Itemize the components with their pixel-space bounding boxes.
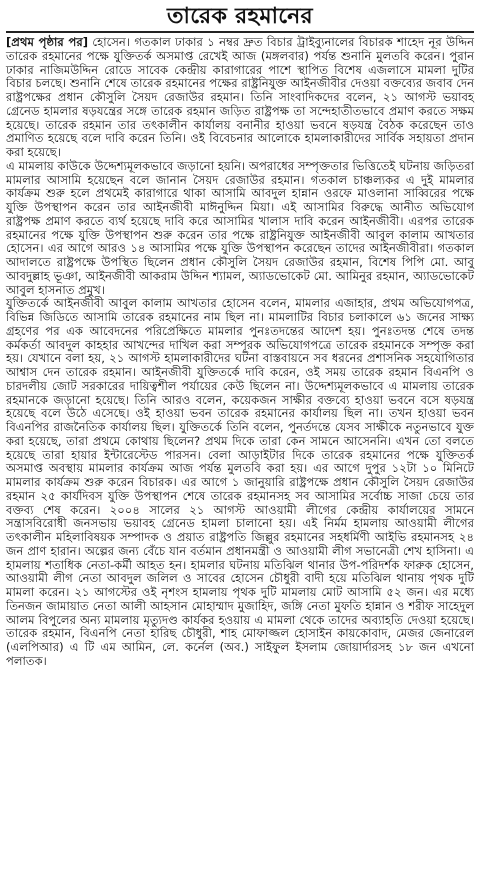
continuation-label: [প্রথম পৃষ্ঠার পর]	[6, 35, 89, 49]
headline-rule	[6, 31, 474, 33]
article-body	[6, 36, 474, 669]
article-paragraph: এ মামলায় কাউকে উদ্দেশ্যমূলকভাবে জড়ানো হয়নি। অপরাধের সম্পৃক্ততার ভিত্তিতেই ঘটনায় জড়িতরা মামলার আসামি হয়েছেন বলে জানান সৈয়দ রেজাউর রহমান। গতকাল চাঞ্চল্যকর এ দুই মামলার কার্যক্রম শুরু হলে প্রথমেই কারাগারে থাকা আসামি আবদুল হান্নান ওরফে মাওলানা সাব্বিরের পক্ষে যুক্তি উপস্থাপন করেন তার আইনজীবী মাঈনুদ্দিন মিয়া। এই আসামির বিরুদ্ধে আনীত অভিযোগ রাষ্ট্রপক্ষ প্রমাণ করতে ব্যর্থ হয়েছে দাবি করে আসামির খালাস দাবি করেন আইনজীবী। এরপর তারেক রহমানের পক্ষে যুক্তি উপস্থাপন শুরু করেন তার পক্ষে রাষ্ট্রনিযুক্ত আইনজীবী আবুল কালাম আখতার হোসেন। এর আগে আরও ১৪ আসামির পক্ষে যুক্তি উপস্থাপন করেছেন তাদের আইনজীবীরা। গতকাল আদালতে রাষ্ট্রপক্ষে উপস্থিত ছিলেন প্রধান কৌসুলি সৈয়দ রেজাউর রহমান, বিশেষ পিপি মো. আবু আবদুল্লাহ ভূঞা, আইনজীবী আকরাম উদ্দিন শ্যামল, অ্যাডভোকেট মো. আমিনুর রহমান, অ্যাডভোকেট আবুল হাসনাত প্রমুখ।	[6, 158, 474, 297]
paragraph-text: হোসেন। গতকাল ঢাকার ১ নম্বর দ্রুত বিচার ট্রাইব্যুনালের বিচারক শাহেদ নূর উদ্দিন তারেক রহমানের পক্ষে যুক্তিতর্ক অসমাপ্ত রেখেই আজ (মঙ্গলবার) পর্যন্ত শুনানি মুলতবি করেন। পুরান ঢাকার নাজিমউদ্দিন রোডে সাবেক কেন্দ্রীয় কারাগারের পাশে স্থাপিত বিশেষ এজলাসে মামলা দুটির বিচার চলছে। শুনানি শেষে তারেক রহমানের পক্ষের রাষ্ট্রনিযুক্ত আইনজীবীর দেওয়া বক্তব্যের জবাব দেন রাষ্ট্রপক্ষের প্রধান কৌসুলি সৈয়দ রেজাউর রহমান। তিনি সাংবাদিকদের বলেন, ২১ আগস্ট ভয়াবহ গ্রেনেড হামলার ষড়যন্ত্রের সঙ্গে তারেক রহমান জড়িত রাষ্ট্রপক্ষ তা সন্দেহাতীতভাবে প্রমাণ করতে সক্ষম হয়েছে। তারেক রহমান তার তৎকালীন কার্যালয় বনানীর হাওয়া ভবনে ষড়যন্ত্র বৈঠক করেছেন তাও প্রমাণিত হয়েছে বলে দাবি করেন তিনি। ওই বিবেচনার আলোকে হামলাকারীদের সার্বিক সহায়তা প্রদান করা হয়েছে।	[6, 35, 475, 159]
headline: তারেক রহমানের	[167, 4, 313, 29]
article-paragraph	[6, 36, 474, 160]
article-paragraph: যুক্তিতর্কে আইনজীবী আবুল কালাম আখতার হোসেন বলেন, মামলার এজাহার, প্রথম অভিযোগপত্র, বিভিন্ন জিডিতে আসামি তারেক রহমানের নাম ছিল না। মামলাটির বিচার চলাকালে ৬১ জনের সাক্ষ্য গ্রহণের পর এক আবেদনের পরিপ্রেক্ষিতে মামলার পুনঃতদন্তের আদেশ হয়। পুনঃতদন্ত শেষে তদন্ত কর্মকর্তা আবদুল কাহহার আখন্দের দাখিল করা সম্পূরক অভিযোগপত্রে তারেক রহমানকে সম্পৃক্ত করা হয়। যেখানে বলা হয়, ২১ আগস্ট হামলাকারীদের ঘটনা বাস্তবায়নে সব ধরনের প্রশাসনিক সহযোগিতার আশ্বাস দেন তারেক রহমান। আইনজীবী যুক্তিতর্কে দাবি করেন, ওই সময় তারেক রহমান বিএনপি ও চারদলীয় জোট সরকারের দায়িত্বশীল পর্যায়ের কেউ ছিলেন না। উদ্দেশ্যমূলকভাবে এ মামলায় তারেক রহমানকে জড়ানো হয়েছে। তিনি আরও বলেন, কয়েকজন সাক্ষীর বক্তব্যে হাওয়া ভবনে বসে ষড়যন্ত্র হয়েছে বলে উঠে এসেছে। ওই হাওয়া ভবন তারেক রহমানের কার্যালয় ছিল না। তখন হাওয়া ভবন বিএনপির রাজনৈতিক কার্যালয় ছিল। যুক্তিতর্কে তিনি বলেন, পুনর্তদন্তে যেসব সাক্ষীকে নতুনভাবে যুক্ত করা হয়েছে, তারা প্রথমে কোথায় ছিলেন? প্রথম দিকে তারা কেন সামনে আসেননি। এখন তো বলতে হয়েছে তারা হায়ার ইন্টারেস্টেড পারসন। বেলা আড়াইটার দিকে তারেক রহমানের পক্ষে যুক্তিতর্ক অসমাপ্ত অবস্থায় মামলার কার্যক্রম আজ পর্যন্ত মুলতবি করা হয়। এর আগে দুপুর ১২টা ১০ মিনিটে মামলার কার্যক্রম শুরু করেন বিচারক। এর আগে ১ জানুয়ারি রাষ্ট্রপক্ষে প্রধান কৌসুলি সৈয়দ রেজাউর রহমান ২৫ কার্যদিবস যুক্তি উপস্থাপন শেষে তারেক রহমানসহ সব আসামির সর্বোচ্চ সাজা চেয়ে তার বক্তব্য শেষ করেন। ২০০৪ সালের ২১ আগস্ট আওয়ামী লীগের কেন্দ্রীয় কার্যালয়ের সামনে সন্ত্রাসবিরোধী জনসভায় ভয়াবহ গ্রেনেড হামলা চালানো হয়। এই নির্মম হামলায় আওয়ামী লীগের তৎকালীন মহিলাবিষয়ক সম্পাদক ও প্রয়াত রাষ্ট্রপতি জিল্লুর রহমানের সহধর্মিণী আইভি রহমানসহ ২৪ জন প্রাণ হারান। অল্পের জন্য বেঁচে যান বর্তমান প্রধানমন্ত্রী ও আওয়ামী লীগ সভানেত্রী শেখ হাসিনা। এ হামলায় শতাধিক নেতা-কর্মী আহত হন। হামলার ঘটনায় মতিঝিল থানার উপ-পরিদর্শক ফারুক হোসেন, আওয়ামী লীগ নেতা আবদুল জলিল ও সাবের হোসেন চৌধুরী বাদী হয়ে মতিঝিল থানায় পৃথক দুটি মামলা করেন। ২১ আগস্টের ওই নৃশংস হামলায় পৃথক দুটি মামলায় মোট আসামি ৫২ জন। এর মধ্যে তিনজন জামায়াত নেতা আলী আহসান মোহাম্মাদ মুজাহিদ, জঙ্গি নেতা মুফতি হান্নান ও শরীফ সাহেদুল আলম বিপুলের অন্য মামলায় মৃত্যুদণ্ড কার্যকর হওয়ায় এ মামলা থেকে তাদের অব্যাহতি দেওয়া হয়েছে। তারেক রহমান, বিএনপি নেতা হারিছ চৌধুরী, শাহ মোফাজ্জল হোসাইন কায়কোবাদ, মেজর জেনারেল (এলপিআর) এ টি এম আমিন, লে. কর্নেল (অব.) সাইফুল ইসলাম জোয়ার্দারসহ ১৮ জন এখনো পলাতক।	[6, 296, 474, 668]
